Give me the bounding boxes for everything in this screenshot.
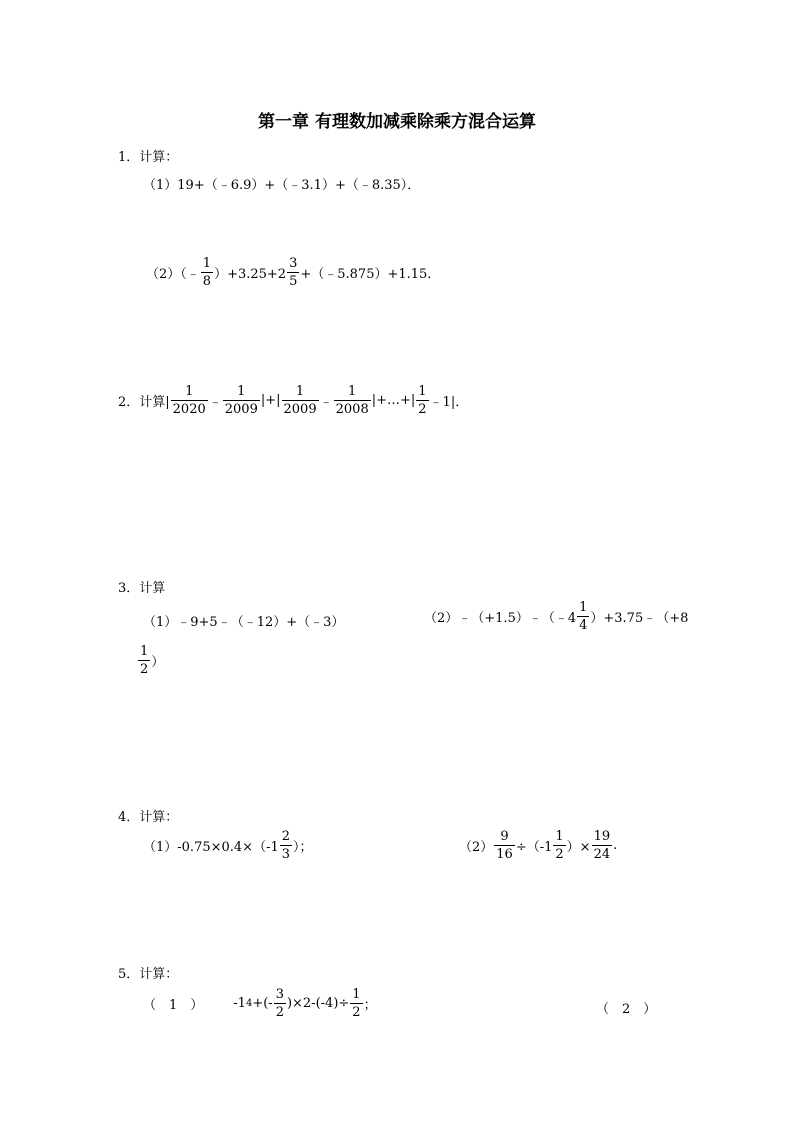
expression-text: |+…+| — [371, 393, 416, 408]
numerator: 3 — [289, 256, 298, 271]
expression-text: （1）19+（﹣6.9）+（﹣3.1）+（﹣8.35）． — [143, 178, 421, 193]
question-3-label: 3．计算 — [118, 581, 166, 596]
numerator: 1 — [352, 987, 361, 1002]
numerator: 1 — [418, 384, 427, 399]
denominator: 2 — [140, 662, 149, 677]
expression-text: （1）-0.75×0.4×（-1 — [143, 840, 279, 855]
fraction — [274, 988, 286, 1019]
expression-text: ； — [363, 998, 377, 1013]
expression-text: ﹣ — [208, 395, 222, 410]
expression-text: ﹣1|． — [429, 395, 469, 410]
denominator: 2 — [275, 1005, 284, 1020]
fraction — [201, 257, 213, 288]
part-number: （ 1 ） — [143, 998, 204, 1013]
fraction — [494, 830, 515, 861]
expression-text: （1）﹣9+5﹣（﹣12）+（﹣3） — [143, 615, 345, 630]
fraction — [171, 385, 208, 416]
numerator: 1 — [295, 384, 305, 399]
expression-text: -1 — [233, 996, 246, 1011]
expression-text: . — [613, 838, 618, 853]
numerator: 3 — [275, 987, 284, 1002]
expression-text: （2） — [459, 840, 494, 855]
fraction — [287, 257, 299, 288]
question-4-label: 4．计算： — [118, 810, 179, 825]
numerator: 2 — [281, 829, 291, 844]
page-title: 第一章 有理数加减乘除乘方混合运算 — [258, 112, 536, 132]
expression-text: （2）（﹣ — [146, 267, 200, 282]
denominator: 2020 — [172, 402, 206, 417]
numerator: 19 — [593, 829, 611, 844]
numerator: 1 — [237, 384, 246, 399]
denominator: 24 — [593, 847, 611, 862]
denominator: 8 — [202, 274, 212, 289]
denominator: 3 — [281, 847, 291, 862]
fraction — [138, 645, 150, 676]
expression-text: ﹣ — [319, 395, 333, 410]
question-1-part-1 — [143, 174, 420, 193]
denominator: 2 — [555, 847, 564, 862]
expression-text: ）+3.25+2 — [214, 267, 287, 282]
question-3-part-2 — [424, 601, 688, 632]
denominator: 2 — [352, 1005, 361, 1020]
fraction — [592, 830, 613, 861]
question-1-label: 1．计算： — [118, 150, 179, 165]
expression-text: ）× — [566, 840, 591, 855]
numerator: 1 — [202, 256, 212, 271]
expression-text: ）； — [293, 840, 313, 855]
fraction — [223, 385, 260, 416]
part-number: （ 2 ） — [596, 1002, 657, 1017]
fraction — [280, 830, 292, 861]
denominator: 5 — [289, 274, 298, 289]
numerator: 1 — [555, 829, 564, 844]
expression-text: )×2-(-4)÷ — [286, 996, 350, 1011]
denominator: 16 — [496, 847, 513, 862]
fraction — [577, 601, 589, 632]
question-2 — [118, 385, 468, 416]
expression-text: ） — [151, 655, 165, 670]
expression-text: 2．计算| — [118, 395, 170, 410]
expression-text: ÷（-1 — [515, 840, 553, 855]
question-5-part-2 — [596, 998, 656, 1017]
question-3-part-2-continued — [137, 645, 164, 676]
expression-text: +（﹣5.875）+1.15． — [300, 267, 441, 282]
expression-text: +(- — [252, 996, 273, 1011]
question-3-part-1 — [143, 611, 344, 630]
question-4-part-1 — [143, 830, 313, 861]
numerator: 1 — [348, 384, 357, 399]
fraction — [416, 385, 428, 416]
question-5-part-1: （ 1 ） -1 4 +(- $\frac{3}{2}$ )×2-(-4)÷ $\frac{1}{2}$ ； — [143, 987, 377, 1020]
fraction — [282, 385, 319, 416]
fraction — [553, 830, 565, 861]
numerator: 1 — [140, 644, 149, 659]
denominator: 4 — [579, 618, 588, 633]
question-5-label: 5．计算： — [118, 967, 179, 982]
question-4-part-2 — [459, 830, 617, 861]
numerator: 1 — [579, 600, 588, 615]
fraction — [334, 385, 371, 416]
expression-text: |+| — [260, 393, 281, 408]
numerator: 1 — [185, 384, 194, 399]
denominator: 2009 — [224, 402, 258, 417]
question-1-part-2 — [146, 257, 440, 288]
numerator: 9 — [500, 829, 509, 844]
denominator: 2 — [418, 402, 427, 417]
denominator: 2009 — [283, 402, 317, 417]
fraction — [350, 988, 362, 1019]
expression-text: ）+3.75﹣（+8 — [590, 611, 689, 626]
denominator: 2008 — [335, 402, 369, 417]
expression-text: （2）﹣（+1.5）﹣（﹣4 — [424, 611, 577, 626]
